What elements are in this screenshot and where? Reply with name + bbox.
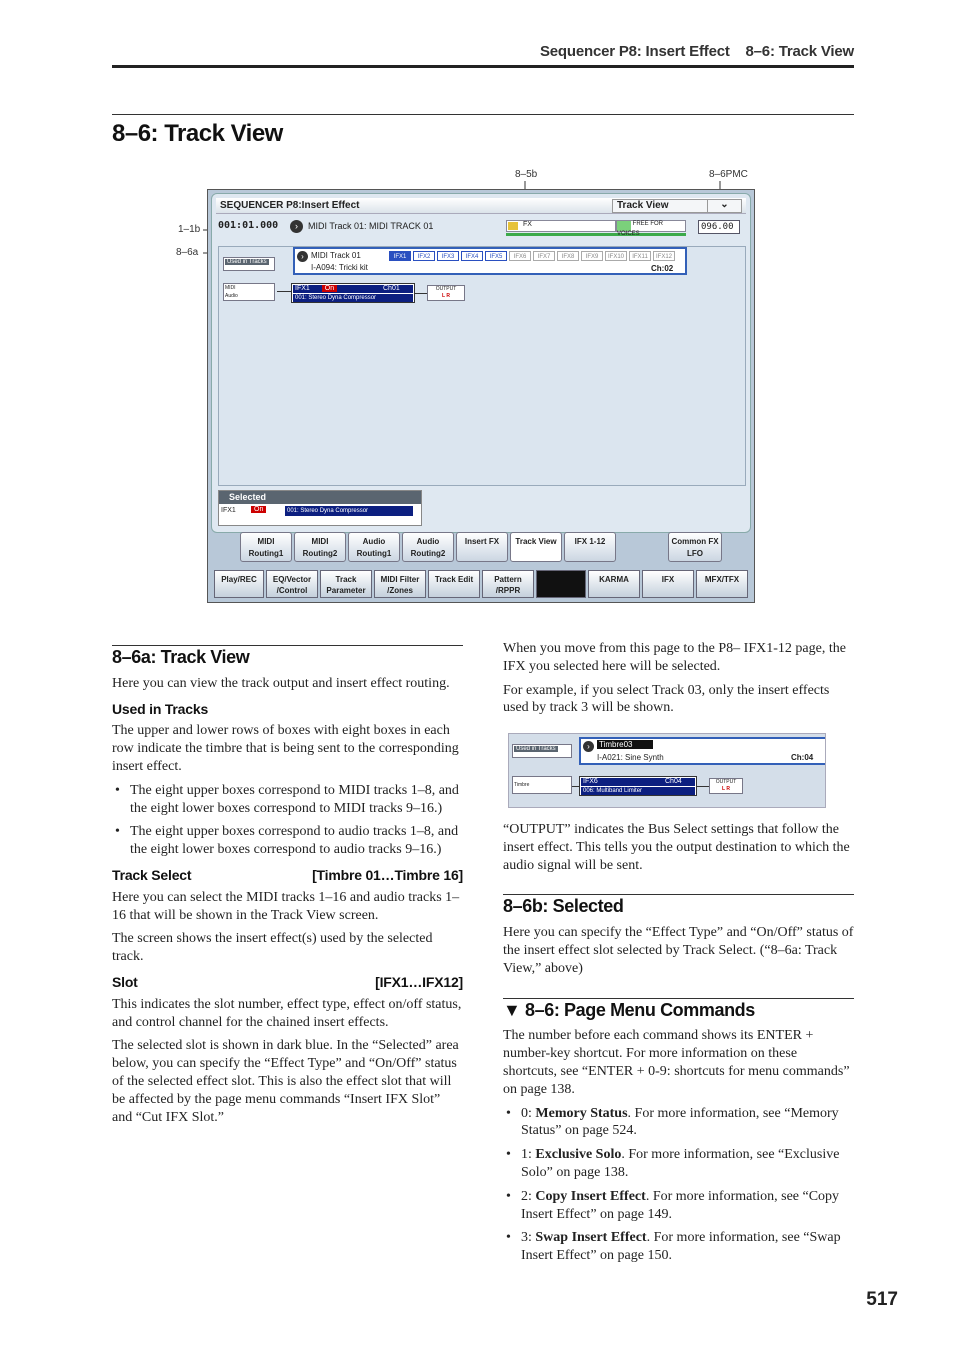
used-in-tracks-title: Used in Tracks xyxy=(112,700,209,717)
ifx1-slot[interactable] xyxy=(291,283,415,303)
sub-tab[interactable]: MIDI Routing2 xyxy=(294,532,346,562)
ifx1-label: IFX1 xyxy=(295,285,310,292)
used-in-tracks-label: Used in Tracks xyxy=(227,259,267,265)
selected-area xyxy=(218,490,422,526)
title-rule xyxy=(112,114,854,115)
ifx-slot-tab[interactable]: IFX10 xyxy=(605,251,627,261)
callout-8-5b: 8–5b xyxy=(515,169,538,180)
ifx-slot-tab[interactable]: IFX1 xyxy=(389,251,411,261)
page-tab[interactable]: Pattern /RPPR xyxy=(482,570,534,598)
fx-bar xyxy=(506,233,686,236)
ifx-slot-tab[interactable]: IFX11 xyxy=(629,251,651,261)
location-row xyxy=(216,220,746,238)
list-item xyxy=(503,1188,854,1224)
ifx1-on: On xyxy=(322,285,337,292)
output-line xyxy=(415,293,427,294)
page-tab[interactable]: MFX/TFX xyxy=(696,570,748,598)
right-column-top xyxy=(503,640,854,723)
track-select-title: Track Select xyxy=(112,866,192,883)
ifx-slot-tab[interactable]: IFX12 xyxy=(653,251,675,261)
track-select-name: MIDI Track 01 xyxy=(311,251,361,260)
fx-voices: VOICES xyxy=(617,231,640,237)
audio-row-label: Audio xyxy=(225,293,238,299)
menu-num: 3: xyxy=(521,1230,536,1246)
fig2-output-value: L R xyxy=(722,786,730,792)
page-menu-text: The number before each command shows its ENTER + number-key shortcut. For more information on these shortcuts, see “ENTER + 0-9: shortcuts for menu commands” on page 138. xyxy=(503,1028,850,1097)
list-item: • The eight upper boxes correspond to audio tracks 1–8, and the eight lower boxes correspond to audio tracks 9–16.) xyxy=(112,823,463,859)
slot-p1: This indicates the slot number, effect type, effect on/off status, and control channel for the chained insert effects. xyxy=(112,996,462,1030)
track-view-area xyxy=(218,246,746,486)
page-menu-list xyxy=(503,1105,854,1265)
slot-heading xyxy=(112,974,463,992)
fig2-track-box xyxy=(579,737,826,765)
track-select-p2: The screen shows the insert effect(s) used by the selected track. xyxy=(112,931,433,965)
track-view-screenshot xyxy=(207,189,755,603)
menu-num: 0: xyxy=(521,1105,536,1121)
chevron-down-icon[interactable]: ⌄ xyxy=(707,199,741,213)
list-item: • The eight upper boxes correspond to MIDI tracks 1–8, and the eight lower boxes correspond to MIDI tracks 9–16.) xyxy=(112,782,463,818)
used-in-tracks-heading xyxy=(112,701,463,719)
selected-slot: IFX1 xyxy=(221,507,236,514)
fig2-out-line xyxy=(697,786,709,787)
output-label: OUTPUT xyxy=(435,286,457,292)
menu-command-ref: . For more information, see “Memory Status” on page 524. xyxy=(521,1105,839,1139)
menu-command-ref: . For more information, see “Copy Insert Effect” on page 149. xyxy=(521,1188,840,1222)
page-tab[interactable]: MIDI Filter /Zones xyxy=(374,570,426,598)
ifx-slot-tab[interactable]: IFX3 xyxy=(437,251,459,261)
right-p3: “OUTPUT” indicates the Bus Select settings that follow the insert effect. This tells you the output destination to which the audio signal will be sent. xyxy=(503,822,850,873)
fx-label: FX xyxy=(523,221,532,228)
section-8-6b-text: Here you can specify the “Effect Type” and “On/Off” status of the insert effect slot selected by Track Select. (“8–6a: Track View,” above) xyxy=(503,925,854,976)
fig2-ifx-ch: Ch04 xyxy=(665,778,682,785)
fig2-line xyxy=(572,786,579,787)
list-item xyxy=(503,1105,854,1141)
ifx1-effect: 001: Stereo Dyna Compressor xyxy=(293,294,413,302)
sub-tab[interactable]: Insert FX xyxy=(456,532,508,562)
page-tab[interactable] xyxy=(536,570,586,598)
fig2-ifx: IFX6 xyxy=(583,778,598,785)
list-item xyxy=(503,1229,854,1265)
running-header-text: Sequencer P8: Insert Effect 8–6: Track View xyxy=(539,43,854,60)
fig2-timbre-label: Timbre xyxy=(514,782,530,788)
slot-title: Slot xyxy=(112,973,138,990)
menu-command-ref: . For more information, see “Exclusive Solo” on page 138. xyxy=(521,1147,840,1180)
menu-command-name: Copy Insert Effect xyxy=(535,1188,646,1204)
track-select-arrow-icon[interactable]: › xyxy=(290,220,303,233)
fig2-timbre-boxes xyxy=(512,776,572,794)
track-select-range: [Timbre 01…Timbre 16] xyxy=(312,866,463,883)
voices-meter xyxy=(616,220,686,237)
channel: Ch:02 xyxy=(651,264,674,273)
fig2-output-label: OUTPUT xyxy=(715,779,737,785)
page-menu-heading: ▼ 8–6: Page Menu Commands xyxy=(503,998,854,1020)
page-tab[interactable]: KARMA xyxy=(588,570,640,598)
fx-meter xyxy=(506,220,616,232)
track-select-box[interactable] xyxy=(293,247,687,275)
sub-tab[interactable]: Audio Routing1 xyxy=(348,532,400,562)
menu-num: 2: xyxy=(521,1188,536,1204)
sub-tab[interactable]: IFX 1-12 xyxy=(564,532,616,562)
page-tab[interactable]: Track Edit xyxy=(428,570,480,598)
callout-1-1b: 1–1b xyxy=(178,224,201,235)
ifx-slot-tab[interactable]: IFX6 xyxy=(509,251,531,261)
sub-tab[interactable]: Track View xyxy=(510,532,562,562)
section-8-6a-intro: Here you can view the track output and insert effect routing. xyxy=(112,675,450,691)
midi-audio-track-boxes xyxy=(223,283,275,301)
page-title: 8–6: Track View xyxy=(112,120,283,147)
fx-meter-indicator xyxy=(508,222,518,230)
running-header xyxy=(112,42,854,68)
page-select-label: Track View xyxy=(617,200,669,211)
right-p1: When you move from this page to the P8– IFX1-12 page, the IFX you selected here will be selected. xyxy=(503,641,846,674)
page-tab[interactable]: Track Parameter xyxy=(320,570,372,598)
fig2-output-box xyxy=(709,778,743,794)
right-column-bottom xyxy=(503,821,854,1271)
voices-indicator xyxy=(617,221,631,231)
left-column xyxy=(112,645,463,1132)
page-tab[interactable]: EQ/Vector /Control xyxy=(266,570,318,598)
screen-title-bar xyxy=(216,198,746,214)
page-tab[interactable]: IFX xyxy=(642,570,694,598)
ifx-slot-tab[interactable]: IFX8 xyxy=(557,251,579,261)
fig2-ifx-header xyxy=(581,778,695,786)
ifx-slot-tab[interactable]: IFX7 xyxy=(533,251,555,261)
selected-header: Selected xyxy=(219,491,421,504)
fig2-track: Timbre03 xyxy=(597,740,653,749)
sub-tab[interactable]: MIDI Routing1 xyxy=(240,532,292,562)
track-name: MIDI Track 01: MIDI TRACK 01 xyxy=(308,221,434,231)
track-select-p1: Here you can select the MIDI tracks 1–16 and audio tracks 1–16 that will be shown in the Track View screen. xyxy=(112,889,460,923)
menu-num: 1: xyxy=(521,1147,536,1163)
ifx1-ch: Ch01 xyxy=(383,285,400,292)
ifx-slot-tab[interactable]: IFX4 xyxy=(461,251,483,261)
midi-row-label: MIDI xyxy=(225,285,236,291)
used-in-tracks-box xyxy=(223,257,275,271)
ifx-slot-tab[interactable]: IFX9 xyxy=(581,251,603,261)
sub-tab[interactable]: Common FX LFO xyxy=(668,532,722,562)
selected-effect-field[interactable]: 001: Stereo Dyna Compressor xyxy=(285,506,413,516)
fig2-program: I-A021: Sine Synth xyxy=(597,753,664,762)
track3-example-screenshot xyxy=(508,733,826,808)
fig2-ch: Ch:04 xyxy=(791,753,814,762)
used-in-tracks-text: The upper and lower rows of boxes with eight boxes in each row indicate the timbre that is being sent to the corresponding insert effect. xyxy=(112,723,459,774)
page-number: 517 xyxy=(866,1289,898,1310)
selected-on-button[interactable]: On xyxy=(251,506,266,513)
sub-tab[interactable]: Audio Routing2 xyxy=(402,532,454,562)
right-p2: For example, if you select Track 03, only the insert effects used by track 3 will be shown. xyxy=(503,682,830,716)
fig2-used-label: Used in Tracks xyxy=(516,746,556,752)
routing-line xyxy=(277,291,291,292)
callout-8-6a: 8–6a xyxy=(176,247,199,258)
menu-command-name: Memory Status xyxy=(535,1105,628,1121)
menu-command-name: Swap Insert Effect xyxy=(535,1230,647,1246)
ifx-slot-tab[interactable]: IFX5 xyxy=(485,251,507,261)
output-value: L R xyxy=(442,293,450,299)
screen-title: SEQUENCER P8:Insert Effect xyxy=(220,200,360,211)
fig2-effect: 006: Multiband Limiter xyxy=(581,787,695,795)
location-field[interactable]: 001:01.000 xyxy=(218,220,279,231)
ifx1-header xyxy=(293,285,413,293)
section-8-6b-heading: 8–6b: Selected xyxy=(503,894,854,916)
fig2-arrow-icon: › xyxy=(583,741,594,752)
output-box[interactable] xyxy=(427,285,465,301)
used-in-tracks-list xyxy=(112,782,463,859)
page-tab[interactable]: Play/REC xyxy=(214,570,264,598)
menu-command-name: Exclusive Solo xyxy=(535,1147,622,1163)
section-8-6a-heading: 8–6a: Track View xyxy=(112,645,463,667)
tempo-field[interactable]: 096.00 xyxy=(698,220,740,234)
list-item xyxy=(503,1146,854,1182)
fig2-ifx-slot xyxy=(579,776,697,796)
slot-range: [IFX1…IFX12] xyxy=(375,973,463,990)
fx-free: FREE FOR xyxy=(632,221,664,227)
track-select-icon[interactable]: › xyxy=(297,251,308,262)
screen-window xyxy=(211,193,751,533)
menu-command-ref: . For more information, see “Swap Insert Effect” on page 150. xyxy=(521,1230,841,1264)
slot-p2: The selected slot is shown in dark blue. In the “Selected” area below, you can specify the “Effect Type” and “On/Off” status of the selected effect slot. This is also the effect slot that will be affected by the page menu commands “Insert IFX Slot” and “Cut IFX Slot.” xyxy=(112,1038,459,1125)
timbre-program: I-A094: Tricki kit xyxy=(311,263,368,272)
ifx-slot-tab[interactable]: IFX2 xyxy=(413,251,435,261)
fig2-used-box xyxy=(512,744,572,758)
ifx-slot-row xyxy=(389,251,675,261)
callout-8-6pmc: 8–6PMC xyxy=(709,169,748,180)
page-select-menu[interactable] xyxy=(612,199,742,213)
track-select-heading xyxy=(112,867,463,885)
